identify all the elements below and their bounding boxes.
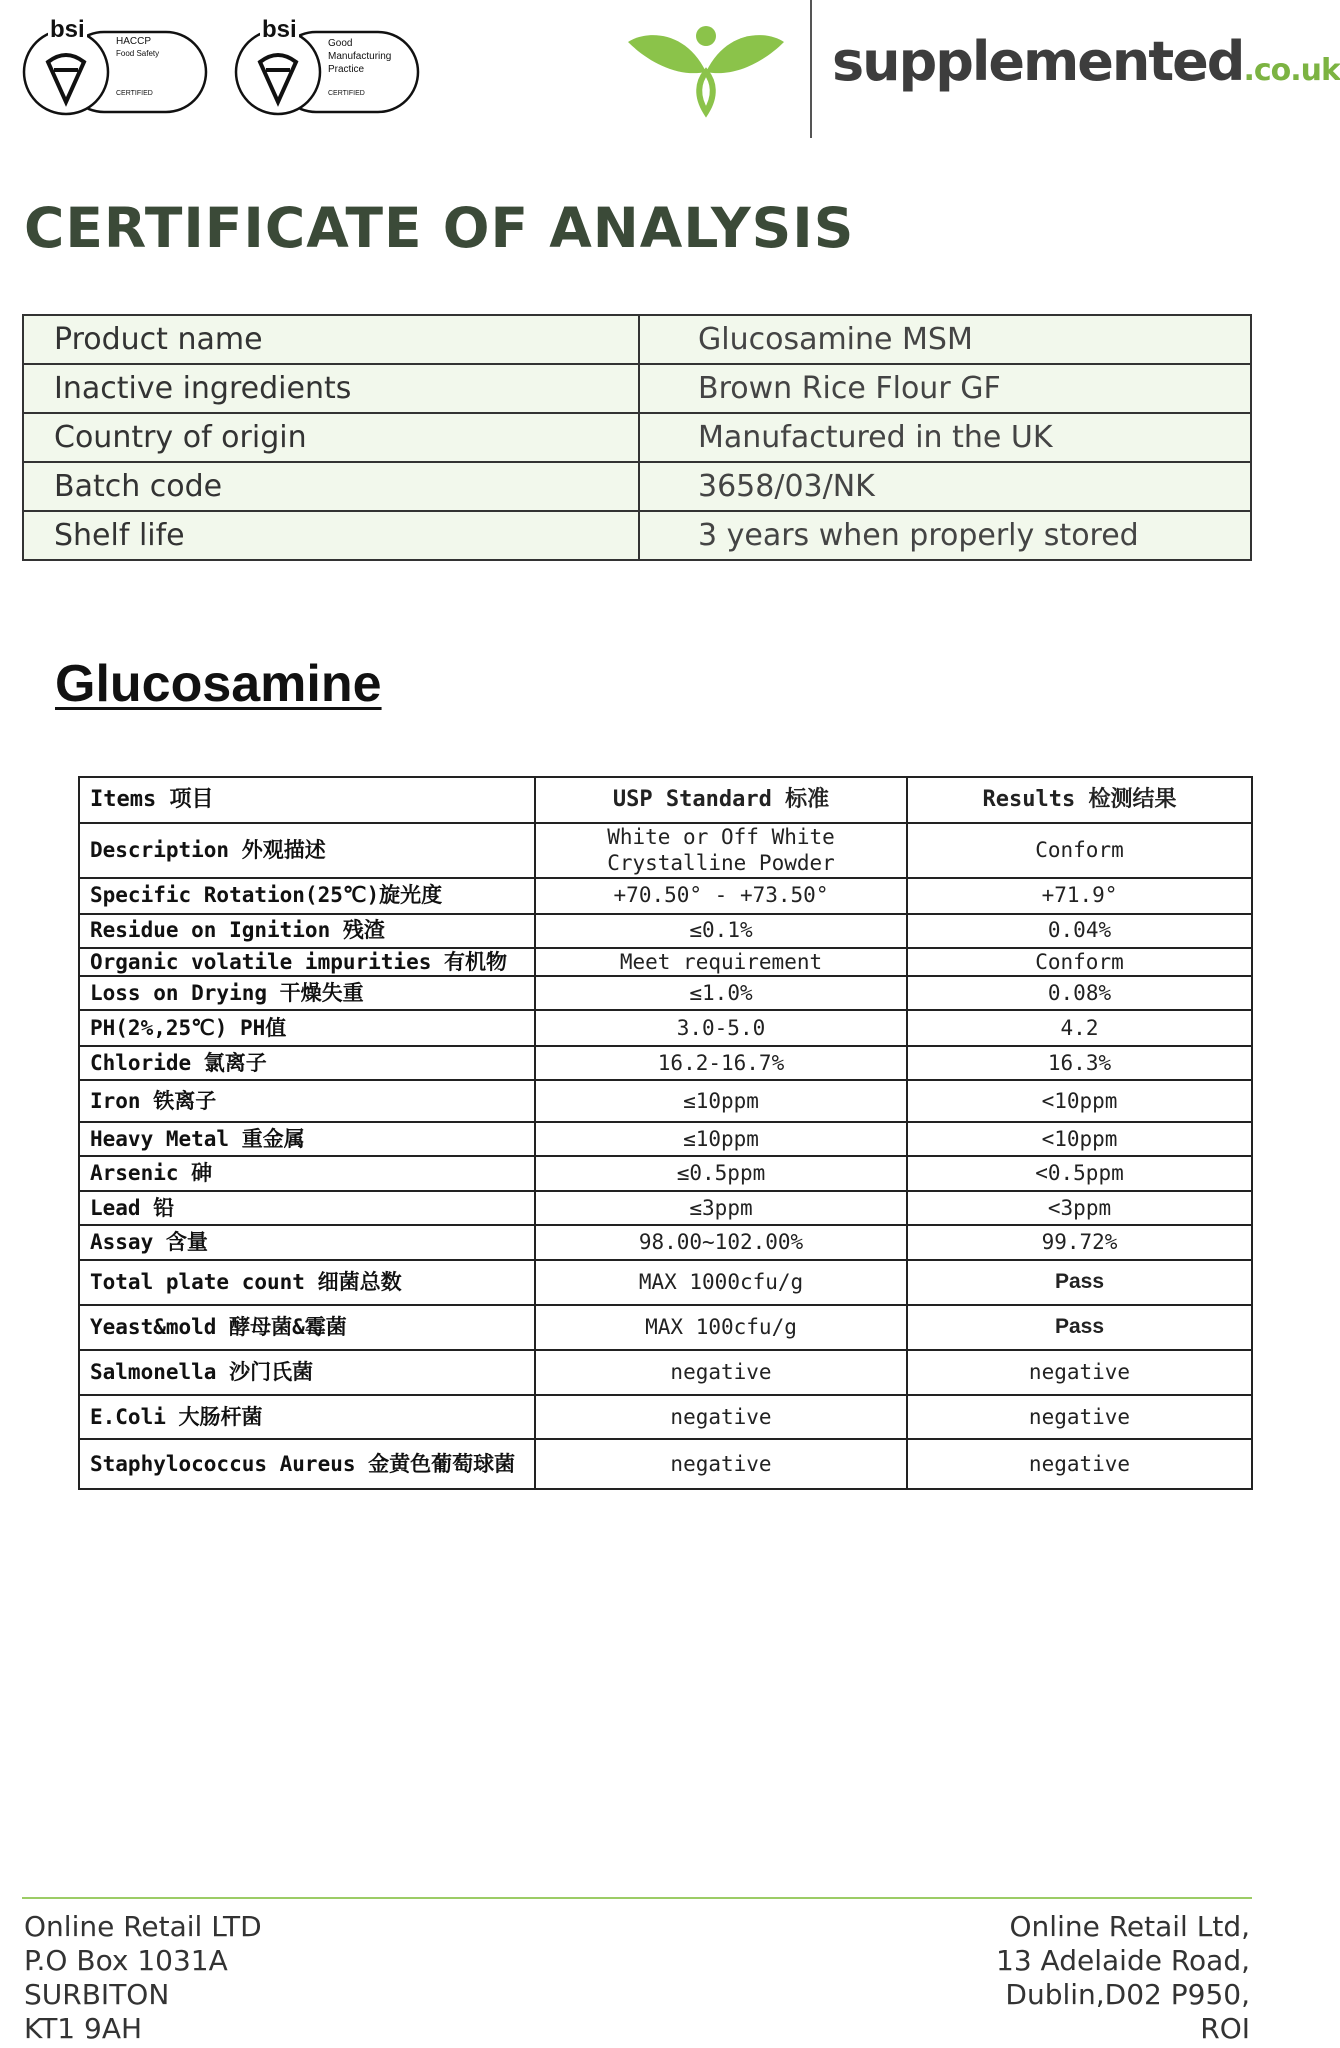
badge-line1: HACCP <box>116 36 152 47</box>
address-line: Dublin,D02 P950, <box>1005 1978 1250 2011</box>
analysis-row <box>79 878 1252 914</box>
analysis-row <box>79 1439 1252 1489</box>
address-line: Online Retail Ltd, <box>1009 1910 1250 1943</box>
address-line: SURBITON <box>24 1978 170 2011</box>
haccp-badge <box>20 18 210 116</box>
analysis-standard: MAX 1000cfu/g <box>535 1260 907 1305</box>
info-label: Inactive ingredients <box>23 364 639 413</box>
info-row <box>23 364 1251 413</box>
footer-address-roi <box>996 1910 1250 2046</box>
analysis-result: <0.5ppm <box>907 1156 1252 1191</box>
analysis-item: Assay 含量 <box>79 1225 535 1260</box>
analysis-standard: ≤10ppm <box>535 1080 907 1122</box>
brand-name: supplemented <box>832 30 1244 93</box>
brand-divider <box>810 0 812 138</box>
analysis-item: Organic volatile impurities 有机物 <box>79 948 535 976</box>
analysis-standard: ≤0.1% <box>535 914 907 948</box>
analysis-item: E.Coli 大肠杆菌 <box>79 1395 535 1439</box>
header-standard: USP Standard 标准 <box>535 777 907 823</box>
analysis-item: Residue on Ignition 残渣 <box>79 914 535 948</box>
info-value: 3658/03/NK <box>639 462 1251 511</box>
analysis-row <box>79 1191 1252 1225</box>
address-line: KT1 9AH <box>24 2012 143 2045</box>
analysis-item: Loss on Drying 干燥失重 <box>79 976 535 1010</box>
analysis-standard: MAX 100cfu/g <box>535 1305 907 1350</box>
info-label: Product name <box>23 315 639 364</box>
analysis-standard: +70.50° - +73.50° <box>535 878 907 914</box>
analysis-item: Yeast&mold 酵母菌&霉菌 <box>79 1305 535 1350</box>
address-line: 13 Adelaide Road, <box>996 1944 1250 1977</box>
footer-address-uk <box>24 1910 262 2046</box>
analysis-result: negative <box>907 1395 1252 1439</box>
analysis-result: +71.9° <box>907 878 1252 914</box>
analysis-table <box>78 776 1253 1490</box>
analysis-row <box>79 1395 1252 1439</box>
analysis-row <box>79 1156 1252 1191</box>
address-line: ROI <box>1200 2012 1250 2045</box>
analysis-row <box>79 948 1252 976</box>
analysis-standard: ≤3ppm <box>535 1191 907 1225</box>
info-label: Batch code <box>23 462 639 511</box>
brand-tld: .co.uk <box>1243 53 1340 88</box>
analysis-item: Iron 铁离子 <box>79 1080 535 1122</box>
analysis-result: Conform <box>907 823 1252 878</box>
analysis-row <box>79 1122 1252 1156</box>
analysis-standard: negative <box>535 1439 907 1489</box>
brand-logo <box>832 30 1340 93</box>
analysis-row <box>79 1225 1252 1260</box>
info-label: Shelf life <box>23 511 639 560</box>
badge-certified: CERTIFIED <box>116 90 153 97</box>
analysis-standard: 98.00~102.00% <box>535 1225 907 1260</box>
page-title: CERTIFICATE OF ANALYSIS <box>24 196 855 260</box>
analysis-result: <10ppm <box>907 1122 1252 1156</box>
analysis-item: Specific Rotation(25℃)旋光度 <box>79 878 535 914</box>
bsi-wordmark: bsi <box>50 16 85 43</box>
leaf-sprout-icon <box>626 20 786 116</box>
analysis-standard: negative <box>535 1395 907 1439</box>
analysis-row <box>79 1046 1252 1080</box>
info-row <box>23 462 1251 511</box>
header-results: Results 检测结果 <box>907 777 1252 823</box>
analysis-result: 0.04% <box>907 914 1252 948</box>
analysis-item: Description 外观描述 <box>79 823 535 878</box>
analysis-item: Staphylococcus Aureus 金黄色葡萄球菌 <box>79 1439 535 1489</box>
analysis-row <box>79 1305 1252 1350</box>
header-items: Items 项目 <box>79 777 535 823</box>
analysis-standard: White or Off White Crystalline Powder <box>535 823 907 878</box>
analysis-item: Chloride 氯离子 <box>79 1046 535 1080</box>
info-row <box>23 413 1251 462</box>
analysis-item: PH(2%,25℃) PH值 <box>79 1010 535 1046</box>
analysis-row <box>79 1260 1252 1305</box>
analysis-result: 0.08% <box>907 976 1252 1010</box>
analysis-result: <10ppm <box>907 1080 1252 1122</box>
info-label: Country of origin <box>23 413 639 462</box>
analysis-standard: ≤10ppm <box>535 1122 907 1156</box>
analysis-row <box>79 823 1252 878</box>
footer-divider <box>22 1897 1252 1899</box>
badge-line2: Manufacturing <box>328 51 392 62</box>
info-row <box>23 315 1251 364</box>
badge-certified: CERTIFIED <box>328 90 365 97</box>
badge-line3: Practice <box>328 64 365 75</box>
address-line: Online Retail LTD <box>24 1910 262 1943</box>
analysis-result: negative <box>907 1439 1252 1489</box>
info-row <box>23 511 1251 560</box>
badge-line2: Food Safety <box>116 49 160 58</box>
analysis-result: Conform <box>907 948 1252 976</box>
analysis-item: Heavy Metal 重金属 <box>79 1122 535 1156</box>
section-heading: Glucosamine <box>55 655 382 713</box>
analysis-standard: Meet requirement <box>535 948 907 976</box>
analysis-row <box>79 976 1252 1010</box>
gmp-badge <box>232 18 422 116</box>
analysis-standard: negative <box>535 1350 907 1395</box>
analysis-standard: 16.2-16.7% <box>535 1046 907 1080</box>
analysis-result: 16.3% <box>907 1046 1252 1080</box>
analysis-result: 4.2 <box>907 1010 1252 1046</box>
analysis-item: Salmonella 沙门氏菌 <box>79 1350 535 1395</box>
info-value: 3 years when properly stored <box>639 511 1251 560</box>
info-value: Glucosamine MSM <box>639 315 1251 364</box>
analysis-item: Total plate count 细菌总数 <box>79 1260 535 1305</box>
analysis-row <box>79 1080 1252 1122</box>
analysis-standard: 3.0-5.0 <box>535 1010 907 1046</box>
analysis-row <box>79 1010 1252 1046</box>
address-line: P.O Box 1031A <box>24 1944 228 1977</box>
analysis-result: 99.72% <box>907 1225 1252 1260</box>
bsi-wordmark: bsi <box>262 16 297 43</box>
badge-line1: Good <box>328 38 353 49</box>
product-info-table <box>22 314 1252 561</box>
analysis-row <box>79 914 1252 948</box>
analysis-result: Pass <box>907 1305 1252 1350</box>
analysis-item: Arsenic 砷 <box>79 1156 535 1191</box>
analysis-standard: ≤1.0% <box>535 976 907 1010</box>
analysis-standard: ≤0.5ppm <box>535 1156 907 1191</box>
analysis-item: Lead 铅 <box>79 1191 535 1225</box>
analysis-result: Pass <box>907 1260 1252 1305</box>
analysis-row <box>79 1350 1252 1395</box>
analysis-result: negative <box>907 1350 1252 1395</box>
info-value: Brown Rice Flour GF <box>639 364 1251 413</box>
analysis-result: <3ppm <box>907 1191 1252 1225</box>
info-value: Manufactured in the UK <box>639 413 1251 462</box>
analysis-header-row <box>79 777 1252 823</box>
